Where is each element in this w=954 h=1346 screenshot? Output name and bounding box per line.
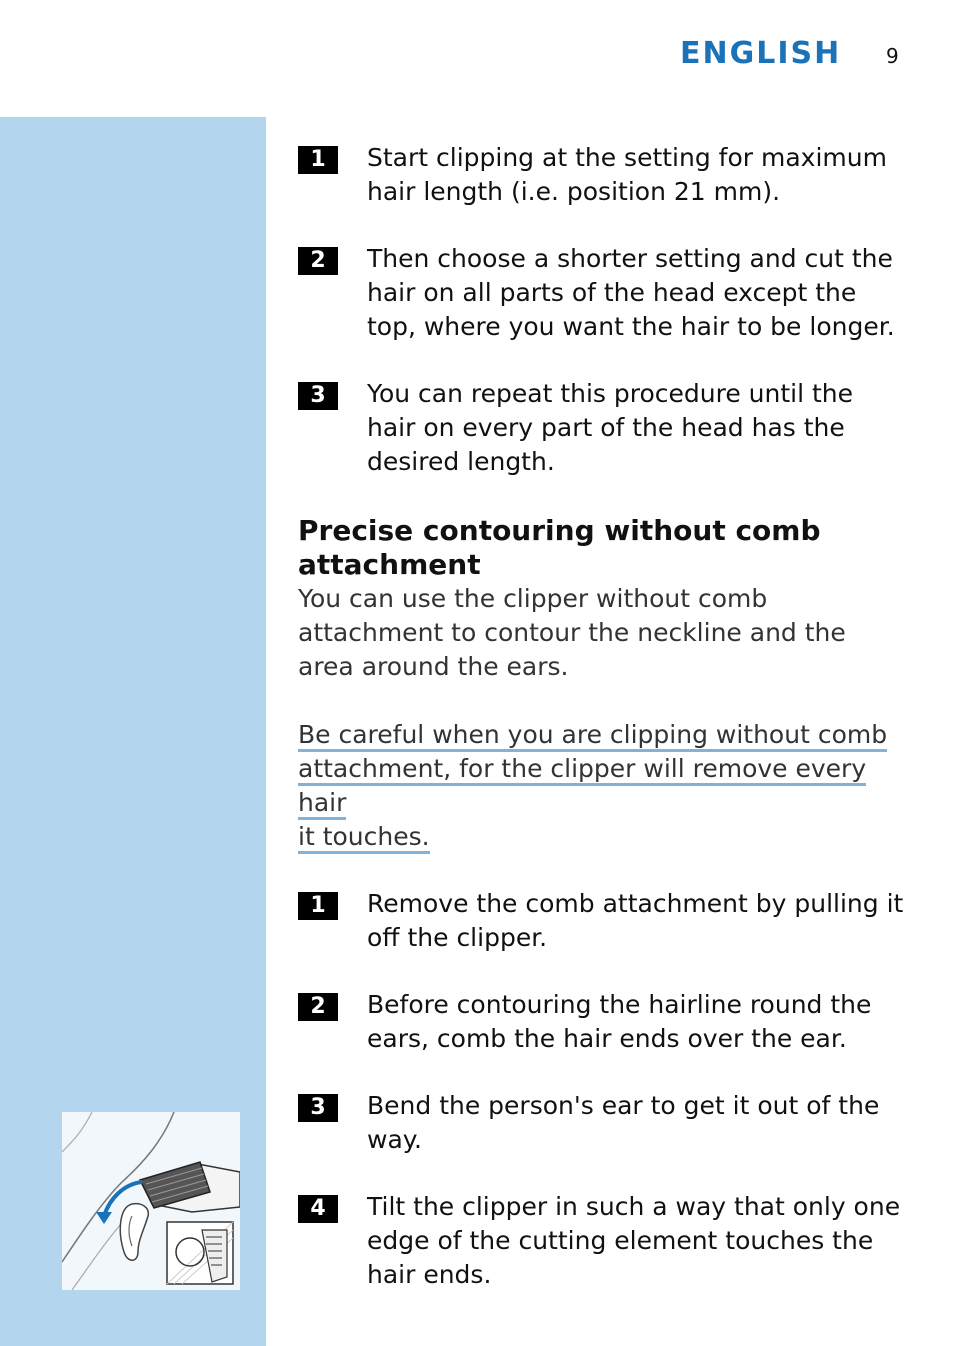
step-number: 3: [298, 382, 338, 410]
step-number: 3: [298, 1094, 338, 1122]
step-text: Start clipping at the setting for maximum hair length (i.e. position 21 mm).: [367, 143, 887, 206]
step-text: Bend the person's ear to get it out of the way.: [367, 1091, 880, 1154]
step-b-3: [298, 1089, 904, 1157]
clipper-contour-illustration: [62, 1112, 240, 1290]
page-number: 9: [886, 44, 899, 68]
header-language: ENGLISH: [680, 36, 842, 71]
step-number: 1: [298, 892, 338, 920]
main-content: [298, 141, 904, 1292]
step-b-4: [298, 1190, 904, 1292]
step-a-3: [298, 377, 904, 479]
step-a-1: [298, 141, 904, 209]
step-number: 2: [298, 247, 338, 275]
step-text: Remove the comb attachment by pulling it off the clipper.: [367, 889, 904, 952]
section-title: Precise contouring without comb attachment: [298, 514, 821, 581]
step-text: You can repeat this procedure until the hair on every part of the head has the desired length.: [367, 379, 854, 476]
section-intro: You can use the clipper without comb attachment to contour the neckline and the area around the ears.: [298, 584, 846, 681]
warning-line-1: Be careful when you are clipping without comb: [298, 720, 887, 752]
step-number: 1: [298, 146, 338, 174]
step-number: 4: [298, 1195, 338, 1223]
step-number: 2: [298, 993, 338, 1021]
warning-text: [298, 718, 904, 854]
warning-line-2: attachment, for the clipper will remove every hair: [298, 754, 866, 820]
step-b-2: [298, 988, 904, 1056]
step-text: Then choose a shorter setting and cut the hair on all parts of the head except the top, where you want the hair to be longer.: [367, 244, 895, 341]
step-text: Before contouring the hairline round the ears, comb the hair ends over the ear.: [367, 990, 872, 1053]
step-a-2: [298, 242, 904, 344]
warning-line-3: it touches.: [298, 822, 430, 854]
step-text: Tilt the clipper in such a way that only one edge of the cutting element touches the hair ends.: [367, 1192, 901, 1289]
step-b-1: [298, 887, 904, 955]
